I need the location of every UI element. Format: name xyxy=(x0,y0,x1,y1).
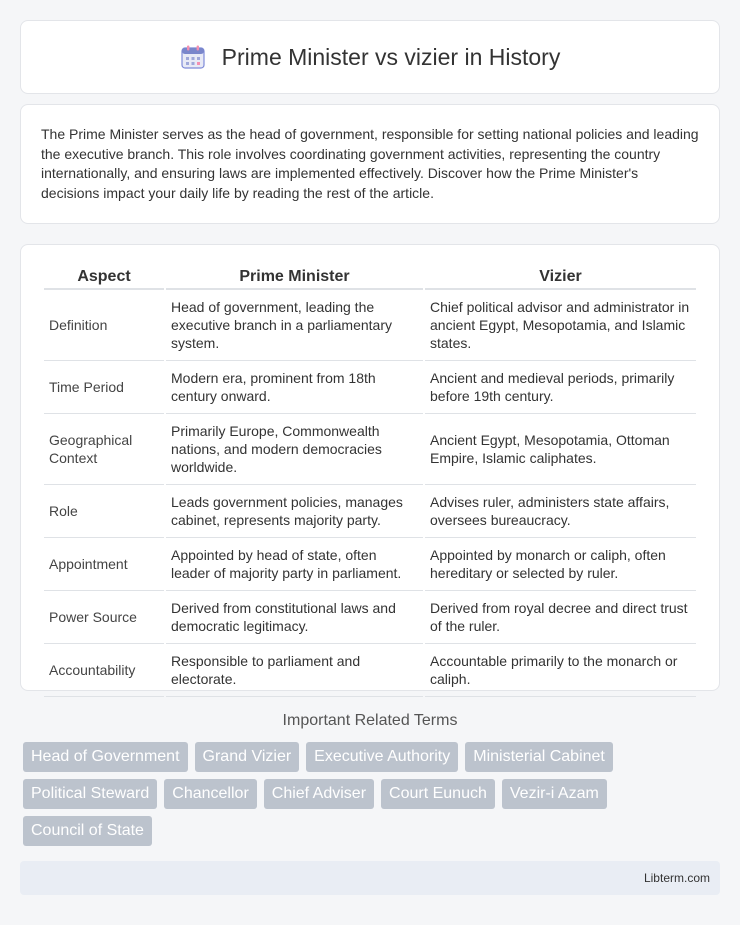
related-term-tag[interactable]: Political Steward xyxy=(23,779,157,809)
related-terms-list xyxy=(23,742,723,846)
table-row xyxy=(44,538,696,591)
vizier-cell: Chief political advisor and administrator in ancient Egypt, Mesopotamia, and Islamic states. xyxy=(425,290,696,361)
table-row xyxy=(44,591,696,644)
comparison-table xyxy=(42,265,698,697)
related-term-tag[interactable]: Chancellor xyxy=(164,779,256,809)
vizier-cell: Accountable primarily to the monarch or caliph. xyxy=(425,644,696,697)
footer-site-link[interactable]: Libterm.com xyxy=(643,871,710,885)
aspect-cell: Role xyxy=(44,485,164,538)
prime-minister-cell: Responsible to parliament and electorate. xyxy=(166,644,423,697)
table-row xyxy=(44,644,696,697)
intro-text: The Prime Minister serves as the head of government, responsible for setting national policies and leading the executive branch. This role involves coordinating government activities, representing the country internationally, and ensuring laws are implemented effectively. Discover how the Prime Minister's decisions impact your daily life by reading the rest of the article. xyxy=(41,126,699,201)
related-term-tag[interactable]: Executive Authority xyxy=(306,742,458,772)
prime-minister-cell: Modern era, prominent from 18th century onward. xyxy=(166,361,423,414)
table-row xyxy=(44,290,696,361)
prime-minister-cell: Head of government, leading the executive branch in a parliamentary system. xyxy=(166,290,423,361)
footer xyxy=(20,861,720,895)
aspect-cell: Geographical Context xyxy=(44,414,164,485)
column-header: Vizier xyxy=(425,265,696,290)
aspect-cell: Time Period xyxy=(44,361,164,414)
related-term-tag[interactable]: Council of State xyxy=(23,816,152,846)
related-terms-title: Important Related Terms xyxy=(282,712,458,729)
related-term-tag[interactable]: Grand Vizier xyxy=(195,742,300,772)
vizier-cell: Derived from royal decree and direct trust of the ruler. xyxy=(425,591,696,644)
column-header: Aspect xyxy=(44,265,164,290)
calendar-icon xyxy=(180,45,206,69)
prime-minister-cell: Derived from constitutional laws and democratic legitimacy. xyxy=(166,591,423,644)
table-header-row xyxy=(44,265,696,290)
related-term-tag[interactable]: Chief Adviser xyxy=(264,779,374,809)
header-card xyxy=(20,20,720,94)
table-row xyxy=(44,361,696,414)
related-term-tag[interactable]: Vezir-i Azam xyxy=(502,779,607,809)
page-title: Prime Minister vs vizier in History xyxy=(221,43,561,70)
vizier-cell: Ancient Egypt, Mesopotamia, Ottoman Empire, Islamic caliphates. xyxy=(425,414,696,485)
vizier-cell: Appointed by monarch or caliph, often hereditary or selected by ruler. xyxy=(425,538,696,591)
vizier-cell: Ancient and medieval periods, primarily before 19th century. xyxy=(425,361,696,414)
aspect-cell: Appointment xyxy=(44,538,164,591)
prime-minister-cell: Leads government policies, manages cabinet, represents majority party. xyxy=(166,485,423,538)
related-term-tag[interactable]: Head of Government xyxy=(23,742,188,772)
intro-card xyxy=(20,104,720,224)
table-row xyxy=(44,414,696,485)
aspect-cell: Power Source xyxy=(44,591,164,644)
aspect-cell: Definition xyxy=(44,290,164,361)
table-row xyxy=(44,485,696,538)
column-header: Prime Minister xyxy=(166,265,423,290)
prime-minister-cell: Appointed by head of state, often leader of majority party in parliament. xyxy=(166,538,423,591)
prime-minister-cell: Primarily Europe, Commonwealth nations, and modern democracies worldwide. xyxy=(166,414,423,485)
comparison-card xyxy=(20,244,720,691)
vizier-cell: Advises ruler, administers state affairs, oversees bureaucracy. xyxy=(425,485,696,538)
related-term-tag[interactable]: Ministerial Cabinet xyxy=(465,742,613,772)
related-term-tag[interactable]: Court Eunuch xyxy=(381,779,495,809)
aspect-cell: Accountability xyxy=(44,644,164,697)
